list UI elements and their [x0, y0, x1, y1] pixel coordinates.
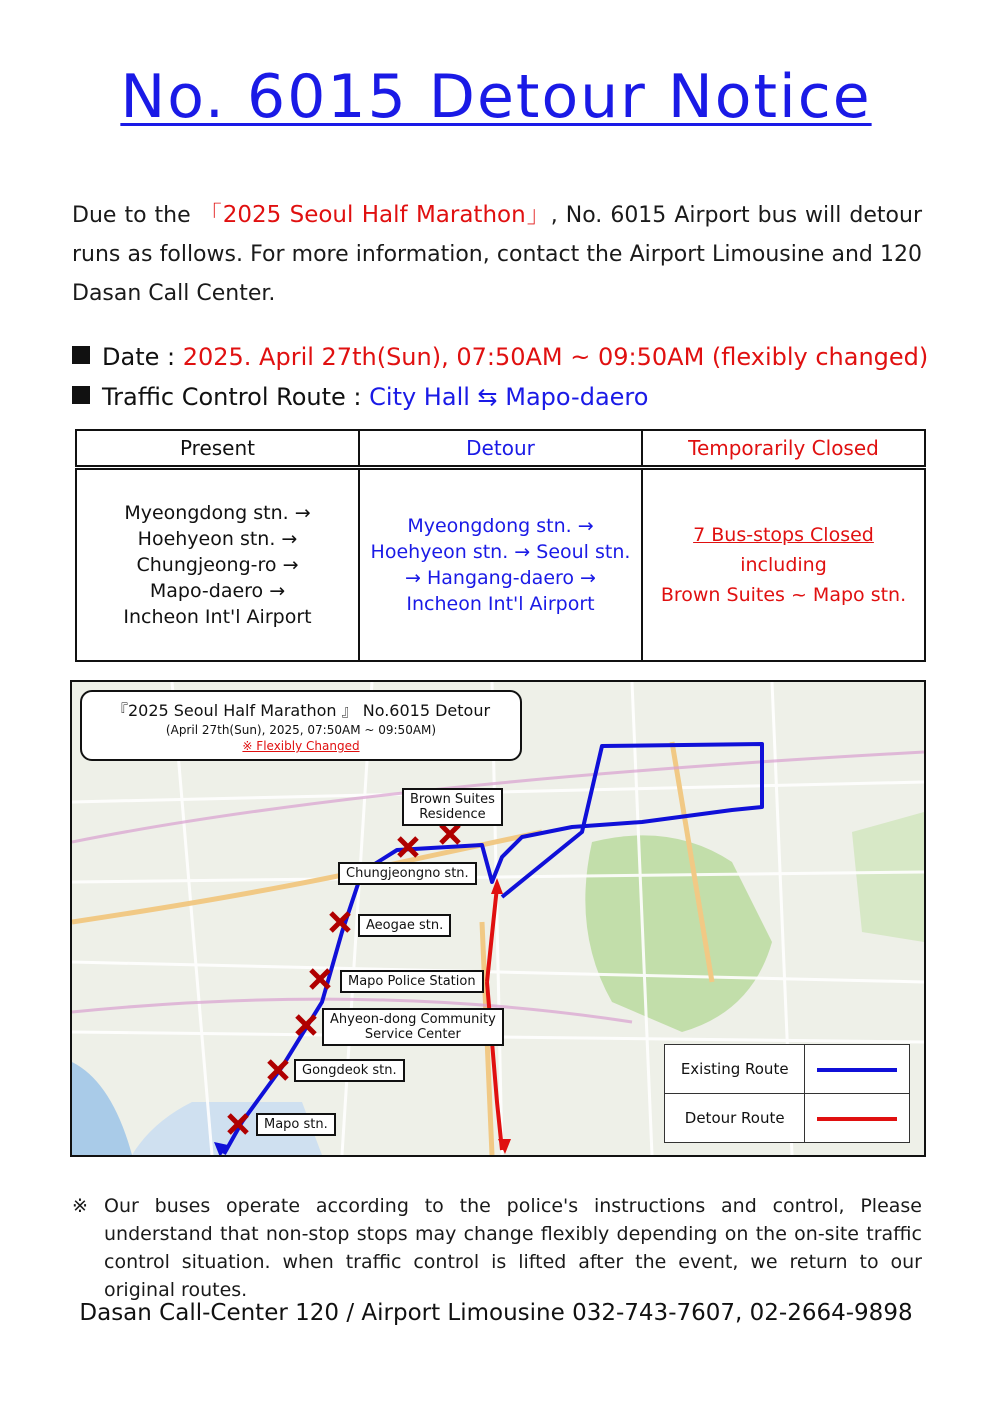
- stop-label-mapo-police: Mapo Police Station: [340, 970, 484, 993]
- stop-label-chungjeongno: Chungjeongno stn.: [338, 862, 477, 885]
- detour-step: Myeongdong stn. →: [407, 515, 594, 537]
- detour-route-cell: [359, 468, 642, 662]
- route-line: [72, 383, 932, 411]
- header-present: Present: [76, 430, 359, 468]
- legend-existing-swatch: [805, 1045, 910, 1094]
- intro-paragraph: [72, 196, 922, 313]
- map-title: 『2025 Seoul Half Marathon 』 No.6015 Detour: [111, 701, 491, 720]
- present-step: Chungjeong-ro →: [136, 554, 299, 576]
- contact-line: Dasan Call-Center 120 / Airport Limousine 032-743-7607, 02-2664-9898: [79, 1300, 913, 1326]
- route-value: City Hall ⇆ Mapo-daero: [369, 383, 649, 411]
- route-comparison-table: [75, 429, 926, 662]
- header-detour: Detour: [359, 430, 642, 468]
- present-step: Incheon Int'l Airport: [123, 606, 312, 628]
- date-line: [72, 343, 932, 371]
- present-step: Mapo-daero →: [149, 580, 286, 602]
- header-closed: Temporarily Closed: [642, 430, 925, 468]
- date-value: 2025. April 27th(Sun), 07:50AM ~ 09:50AM (flexibly changed): [182, 343, 929, 371]
- intro-text-end: , No. 6015 Airport bus will detour runs as follows. For more information, contact the Airport Limousine and 120 Dasan Call Center.: [72, 203, 922, 306]
- detour-step: → Hangang-daero →: [405, 567, 596, 589]
- closed-range: Brown Suites ~ Mapo stn.: [660, 584, 907, 606]
- closed-including: including: [740, 554, 827, 576]
- present-step: Hoehyeon stn. →: [137, 528, 298, 550]
- stop-label-brown-suites: Brown Suites Residence: [402, 788, 503, 826]
- detour-step: Incheon Int'l Airport: [406, 593, 595, 615]
- detour-map: [70, 680, 926, 1157]
- date-label: Date :: [102, 343, 183, 371]
- intro-text-start: Due to the: [72, 203, 199, 228]
- stop-label-gongdeok: Gongdeok stn.: [294, 1059, 405, 1082]
- legend-detour-label: Detour Route: [665, 1094, 805, 1143]
- stop-label-mapo-stn: Mapo stn.: [256, 1113, 336, 1136]
- event-name: 「2025 Seoul Half Marathon」: [198, 202, 551, 228]
- closed-stops-cell: [642, 468, 925, 662]
- footnote-text: Our buses operate according to the police's instructions and control, Please understand that non-stop stops may change flexibly depending on the on-site traffic control situation. when traffic control is lifted after the event, we return to our original routes.: [104, 1195, 922, 1301]
- present-route-cell: [76, 468, 359, 662]
- legend-existing-label: Existing Route: [665, 1045, 805, 1094]
- footnote: [72, 1192, 922, 1304]
- legend-detour-swatch: [805, 1094, 910, 1143]
- stop-label-ahyeon-dong: Ahyeon-dong Community Service Center: [322, 1008, 504, 1046]
- detour-step: Hoehyeon stn. → Seoul stn.: [370, 541, 631, 563]
- route-label: Traffic Control Route :: [102, 383, 370, 411]
- bullet-square-icon: [72, 346, 90, 364]
- map-title-box: [80, 690, 522, 761]
- present-step: Myeongdong stn. →: [124, 502, 311, 524]
- closed-count: 7 Bus-stops Closed: [693, 524, 874, 546]
- bullet-square-icon: [72, 386, 90, 404]
- page-title: No. 6015 Detour Notice: [120, 62, 872, 132]
- map-date: (April 27th(Sun), 2025, 07:50AM ~ 09:50AM): [165, 723, 437, 737]
- map-legend: [664, 1044, 910, 1143]
- map-flex-note: ※ Flexibly Changed: [242, 739, 360, 753]
- stop-label-aeogae: Aeogae stn.: [358, 914, 451, 937]
- footnote-mark: ※: [72, 1195, 88, 1217]
